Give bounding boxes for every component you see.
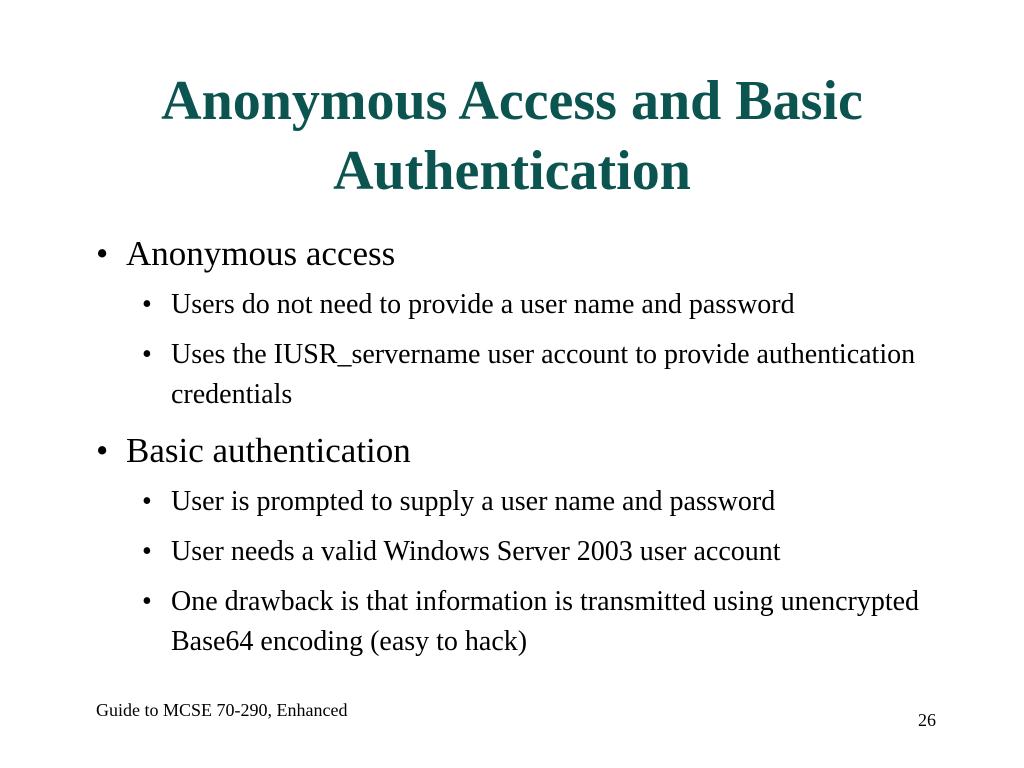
sub-bullet-text: Uses the IUSR_servername user account to provide authentication credentials xyxy=(171,339,916,410)
sub-bullet-text: User needs a valid Windows Server 2003 user account xyxy=(171,536,781,567)
sub-bullet-no-credentials xyxy=(142,285,942,325)
bullet-text: Anonymous access xyxy=(126,234,396,273)
bullet-text: Basic authentication xyxy=(126,431,411,470)
bullet-dot: • xyxy=(142,586,152,617)
footer-text: Guide to MCSE 70-290, Enhanced xyxy=(96,700,348,720)
bullet-dot: • xyxy=(96,234,109,273)
sub-bullet-drawback xyxy=(142,582,942,662)
sub-bullet-text: User is prompted to supply a user name and password xyxy=(171,486,776,517)
sub-bullet-prompted xyxy=(142,482,942,522)
bullet-basic-authentication xyxy=(96,431,411,471)
bullet-dot: • xyxy=(142,339,152,370)
slide-title-line-1: Anonymous Access and Basic xyxy=(161,70,863,132)
bullet-dot: • xyxy=(96,431,109,470)
sub-bullet-valid-account xyxy=(142,532,942,572)
bullet-anonymous-access xyxy=(96,234,395,274)
slide-title-line-2: Authentication xyxy=(333,140,691,202)
bullet-dot: • xyxy=(142,289,152,320)
slide-title xyxy=(40,66,984,206)
sub-bullet-text: Users do not need to provide a user name and password xyxy=(171,289,795,320)
sub-bullet-iusr-account xyxy=(142,335,942,415)
page-number: 26 xyxy=(918,710,936,730)
bullet-dot: • xyxy=(142,536,152,567)
sub-bullet-text: One drawback is that information is transmitted using unencrypted Base64 encoding (easy to hack) xyxy=(171,586,920,657)
bullet-dot: • xyxy=(142,486,152,517)
